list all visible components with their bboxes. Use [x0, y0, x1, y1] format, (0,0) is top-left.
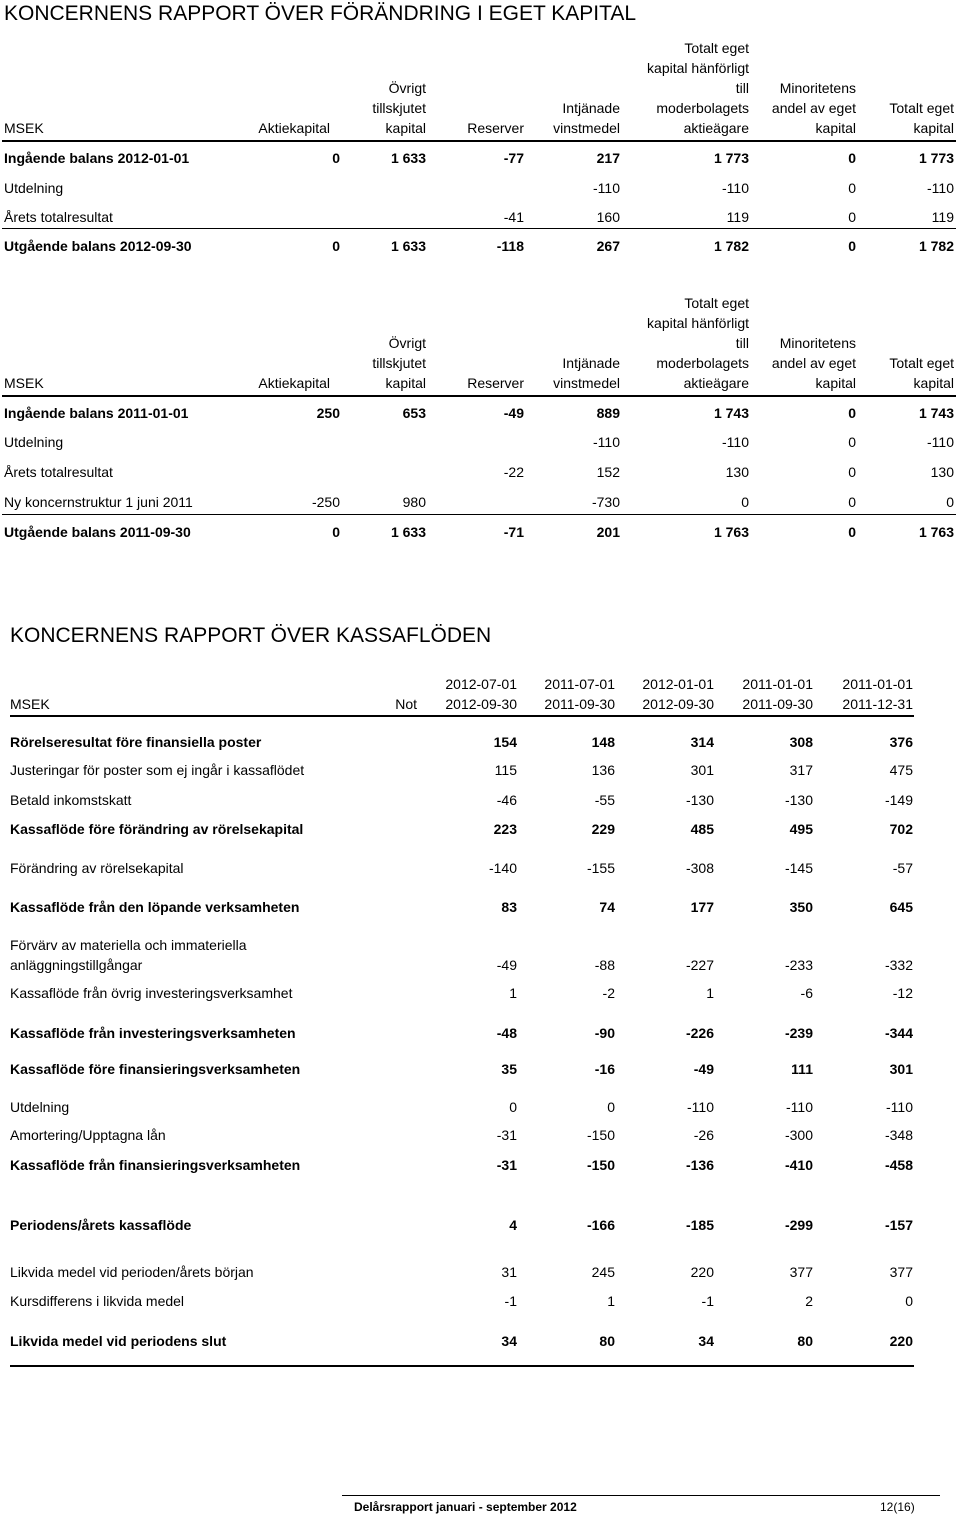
table-row: [0, 207, 960, 227]
row-label: Amortering/Upptagna lån: [10, 1127, 166, 1143]
cashflow-title: KONCERNENS RAPPORT ÖVER KASSAFLÖDEN: [10, 624, 492, 647]
row-label: Betald inkomstskatt: [10, 792, 132, 808]
cell-value: 1 782: [713, 238, 749, 254]
cell-value: -150: [586, 1157, 615, 1173]
row-label: Ingående balans 2011-01-01: [4, 405, 189, 421]
cell-value: -239: [784, 1025, 813, 1041]
cell-value: 217: [596, 150, 620, 166]
row-label: Kassaflöde före finansieringsverksamheten: [10, 1061, 301, 1077]
cell-value: 119: [931, 209, 954, 225]
column-header: 2011-01-01 2011-09-30: [742, 676, 813, 712]
table-row: [0, 432, 960, 452]
cell-value: 314: [690, 734, 714, 750]
cell-value: 702: [889, 821, 913, 837]
column-header: Intjänade vinstmedel: [553, 355, 620, 391]
cell-value: -31: [496, 1157, 517, 1173]
footer-rule: [342, 1495, 940, 1496]
cell-value: 1: [509, 985, 517, 1001]
column-header: Not: [395, 696, 417, 712]
cell-value: 148: [591, 734, 615, 750]
cell-value: 223: [493, 821, 517, 837]
cell-value: -458: [884, 1157, 913, 1173]
cell-value: 111: [791, 1061, 813, 1077]
cell-value: -77: [503, 150, 524, 166]
table-row: [0, 403, 960, 423]
cell-value: -344: [884, 1025, 913, 1041]
column-header: Övrigt tillskjutet kapital: [372, 80, 426, 136]
cell-value: -118: [496, 238, 524, 254]
cell-value: -49: [503, 405, 524, 421]
cell-value: -6: [800, 985, 813, 1001]
cell-value: -22: [503, 464, 524, 480]
cell-value: -233: [784, 957, 813, 973]
cell-value: 645: [889, 899, 913, 915]
cell-value: 80: [599, 1333, 615, 1349]
cell-value: -90: [594, 1025, 615, 1041]
cell-value: -2: [602, 985, 615, 1001]
column-header: Reserver: [467, 375, 524, 391]
cell-value: 0: [848, 405, 856, 421]
table-row: [0, 983, 960, 1003]
column-header: Totalt eget kapital hänförligt till moderbolagets aktieägare: [647, 295, 749, 391]
table-row: [0, 1125, 960, 1145]
cell-value: -46: [496, 792, 517, 808]
column-header: MSEK: [4, 375, 44, 391]
cell-value: -130: [685, 792, 714, 808]
header-rule: [10, 715, 914, 717]
cell-value: 350: [789, 899, 813, 915]
table-row: [0, 819, 960, 839]
footer-page-number: 12(16): [880, 1500, 915, 1514]
cell-value: 0: [741, 494, 749, 510]
cell-value: 317: [789, 762, 813, 778]
cell-value: 220: [690, 1264, 714, 1280]
row-label: Justeringar för poster som ej ingår i kassaflödet: [10, 762, 305, 778]
table-bottom-rule: [10, 1365, 914, 1367]
cell-value: 229: [591, 821, 615, 837]
cell-value: -110: [593, 180, 620, 196]
table-row: [0, 897, 960, 917]
table-row: [0, 148, 960, 168]
column-header: 2012-07-01 2012-09-30: [445, 676, 517, 712]
cell-value: 653: [402, 405, 426, 421]
cell-value: 0: [509, 1099, 517, 1115]
cell-value: 1: [706, 985, 714, 1001]
equity-table-2012: [0, 32, 960, 254]
column-header: 2012-01-01 2012-09-30: [642, 676, 714, 712]
cell-value: 2: [805, 1293, 813, 1309]
column-header: Totalt eget kapital: [889, 355, 954, 391]
table-row: [0, 522, 960, 542]
cell-value: 0: [848, 238, 856, 254]
cell-value: -155: [586, 860, 615, 876]
cell-value: -227: [685, 957, 714, 973]
cell-value: -136: [685, 1157, 714, 1173]
row-label: Likvida medel vid perioden/årets början: [10, 1264, 254, 1280]
cell-value: -145: [784, 860, 813, 876]
cell-value: -250: [311, 494, 340, 510]
row-label: Årets totalresultat: [4, 209, 113, 225]
row-separator: [2, 514, 956, 515]
cell-value: 0: [332, 150, 340, 166]
row-label: Årets totalresultat: [4, 464, 113, 480]
cell-value: -71: [503, 524, 524, 540]
cell-value: -300: [784, 1127, 813, 1143]
cell-value: -110: [722, 180, 749, 196]
cell-value: 475: [889, 762, 913, 778]
cell-value: 1 633: [390, 150, 426, 166]
cell-value: 250: [316, 405, 340, 421]
cell-value: -48: [496, 1025, 517, 1041]
cell-value: -55: [594, 792, 615, 808]
equity-header-2011: [0, 287, 960, 395]
cell-value: 1 743: [918, 405, 954, 421]
column-header: Intjänade vinstmedel: [553, 100, 620, 136]
row-label: Förvärv av materiella och immateriella anläggningstillgångar: [10, 937, 247, 973]
cell-value: 1 782: [918, 238, 954, 254]
cell-value: -140: [488, 860, 517, 876]
cell-value: 495: [789, 821, 813, 837]
cell-value: 115: [494, 762, 517, 778]
table-row: [0, 935, 960, 975]
table-row: [0, 462, 960, 482]
cell-value: -410: [784, 1157, 813, 1173]
cell-value: 1 773: [713, 150, 749, 166]
row-label: Likvida medel vid periodens slut: [10, 1333, 227, 1349]
cell-value: 130: [930, 464, 954, 480]
cell-value: 1 763: [713, 524, 749, 540]
cell-value: 0: [848, 434, 856, 450]
cell-value: 154: [493, 734, 517, 750]
header-rule: [2, 140, 956, 142]
cell-value: 35: [501, 1061, 517, 1077]
table-row: [0, 1215, 960, 1235]
cell-value: 152: [596, 464, 620, 480]
column-header: Totalt eget kapital: [889, 100, 954, 136]
column-header: Aktiekapital: [258, 120, 330, 136]
cell-value: -49: [693, 1061, 714, 1077]
cell-value: -31: [496, 1127, 517, 1143]
cell-value: 34: [698, 1333, 714, 1349]
table-row: [0, 1331, 960, 1351]
column-header: MSEK: [4, 120, 44, 136]
cell-value: 377: [789, 1264, 813, 1280]
row-label: Utgående balans 2012-09-30: [4, 238, 192, 254]
cell-value: 0: [848, 150, 856, 166]
cell-value: -226: [685, 1025, 714, 1041]
cell-value: -16: [594, 1061, 615, 1077]
cell-value: -185: [685, 1217, 714, 1233]
cell-value: 0: [848, 180, 856, 196]
row-separator: [2, 228, 956, 229]
cell-value: 201: [596, 524, 620, 540]
cell-value: -150: [586, 1127, 615, 1143]
cell-value: -130: [784, 792, 813, 808]
cell-value: -157: [884, 1217, 913, 1233]
cell-value: 177: [690, 899, 714, 915]
column-header: Minoritetens andel av eget kapital: [771, 335, 856, 391]
table-row: [0, 1262, 960, 1282]
table-row: [0, 492, 960, 512]
cell-value: 245: [591, 1264, 615, 1280]
cell-value: 74: [599, 899, 615, 915]
cell-value: 0: [332, 524, 340, 540]
cell-value: 1 773: [918, 150, 954, 166]
cell-value: 130: [725, 464, 749, 480]
table-row: [0, 790, 960, 810]
cell-value: -149: [884, 792, 913, 808]
cell-value: -110: [886, 1099, 913, 1115]
column-header: Aktiekapital: [258, 375, 330, 391]
cell-value: 1 633: [390, 524, 426, 540]
cell-value: 0: [607, 1099, 615, 1115]
row-label: Kassaflöde före förändring av rörelsekapital: [10, 821, 304, 837]
cell-value: -110: [927, 434, 954, 450]
cell-value: -299: [784, 1217, 813, 1233]
cell-value: -332: [884, 957, 913, 973]
row-label: Utdelning: [4, 180, 64, 196]
cell-value: -49: [496, 957, 517, 973]
row-label: Kassaflöde från finansieringsverksamheten: [10, 1157, 301, 1173]
row-label: Kassaflöde från den löpande verksamheten: [10, 899, 300, 915]
cell-value: -308: [685, 860, 714, 876]
cell-value: 377: [889, 1264, 913, 1280]
cell-value: 0: [848, 209, 856, 225]
cell-value: 80: [797, 1333, 813, 1349]
column-header: 2011-01-01 2011-12-31: [842, 676, 913, 712]
cell-value: 0: [848, 524, 856, 540]
row-label: Kursdifferens i likvida medel: [10, 1293, 185, 1309]
header-rule: [2, 395, 956, 397]
cell-value: 119: [726, 209, 749, 225]
cell-value: 1 743: [713, 405, 749, 421]
cell-value: 301: [889, 1061, 913, 1077]
cell-value: 0: [848, 464, 856, 480]
cell-value: -348: [884, 1127, 913, 1143]
cell-value: -110: [687, 1099, 714, 1115]
cell-value: -730: [591, 494, 620, 510]
table-row: [0, 1059, 960, 1079]
row-label: Ingående balans 2012-01-01: [4, 150, 190, 166]
cell-value: 301: [690, 762, 714, 778]
row-label: Utgående balans 2011-09-30: [4, 524, 191, 540]
cell-value: -110: [722, 434, 749, 450]
table-row: [0, 858, 960, 878]
table-row: [0, 732, 960, 752]
cell-value: 1 633: [390, 238, 426, 254]
cell-value: -12: [892, 985, 913, 1001]
cell-value: 980: [402, 494, 426, 510]
table-row: [0, 1097, 960, 1117]
cell-value: -166: [586, 1217, 615, 1233]
cell-value: 4: [509, 1217, 517, 1233]
table-row: [0, 760, 960, 780]
cell-value: 0: [905, 1293, 913, 1309]
cell-value: -57: [892, 860, 913, 876]
cell-value: -1: [701, 1293, 714, 1309]
equity-title: KONCERNENS RAPPORT ÖVER FÖRÄNDRING I EGET KAPITAL: [4, 2, 637, 25]
row-label: Kassaflöde från övrig investeringsverksamhet: [10, 985, 293, 1001]
cell-value: -1: [504, 1293, 517, 1309]
cell-value: -88: [594, 957, 615, 973]
cell-value: 0: [332, 238, 340, 254]
cell-value: 267: [596, 238, 620, 254]
column-header: MSEK: [10, 696, 50, 712]
table-row: [0, 1023, 960, 1043]
cell-value: -110: [593, 434, 620, 450]
cell-value: -110: [927, 180, 954, 196]
cell-value: 136: [591, 762, 615, 778]
cell-value: -26: [693, 1127, 714, 1143]
cell-value: 1 763: [918, 524, 954, 540]
equity-header-2012: [0, 32, 960, 140]
footer-report-name: Delårsrapport januari - september 2012: [354, 1500, 577, 1514]
cell-value: 83: [501, 899, 517, 915]
cell-value: 308: [789, 734, 813, 750]
cell-value: 889: [596, 405, 620, 421]
cell-value: 34: [501, 1333, 517, 1349]
cell-value: 0: [848, 494, 856, 510]
column-header: 2011-07-01 2011-09-30: [544, 676, 615, 712]
table-row: [0, 236, 960, 256]
table-row: [0, 178, 960, 198]
row-label: Utdelning: [10, 1099, 70, 1115]
column-header: Minoritetens andel av eget kapital: [771, 80, 856, 136]
cell-value: 31: [501, 1264, 517, 1280]
column-header: Reserver: [467, 120, 524, 136]
cell-value: 1: [607, 1293, 615, 1309]
cell-value: 160: [596, 209, 620, 225]
table-row: [0, 1291, 960, 1311]
row-label: Förändring av rörelsekapital: [10, 860, 184, 876]
row-label: Ny koncernstruktur 1 juni 2011: [4, 494, 193, 510]
equity-table-2011: [0, 287, 960, 540]
cell-value: 220: [889, 1333, 913, 1349]
row-label: Rörelseresultat före finansiella poster: [10, 734, 262, 750]
column-header: Totalt eget kapital hänförligt till moderbolagets aktieägare: [647, 40, 749, 136]
row-label: Periodens/årets kassaflöde: [10, 1217, 192, 1233]
cell-value: -110: [786, 1099, 813, 1115]
row-label: Kassaflöde från investeringsverksamheten: [10, 1025, 296, 1041]
row-label: Utdelning: [4, 434, 64, 450]
cell-value: -41: [503, 209, 524, 225]
cell-value: 376: [889, 734, 913, 750]
column-header: Övrigt tillskjutet kapital: [372, 335, 426, 391]
cell-value: 485: [690, 821, 714, 837]
cell-value: 0: [946, 494, 954, 510]
table-row: [0, 1155, 960, 1175]
